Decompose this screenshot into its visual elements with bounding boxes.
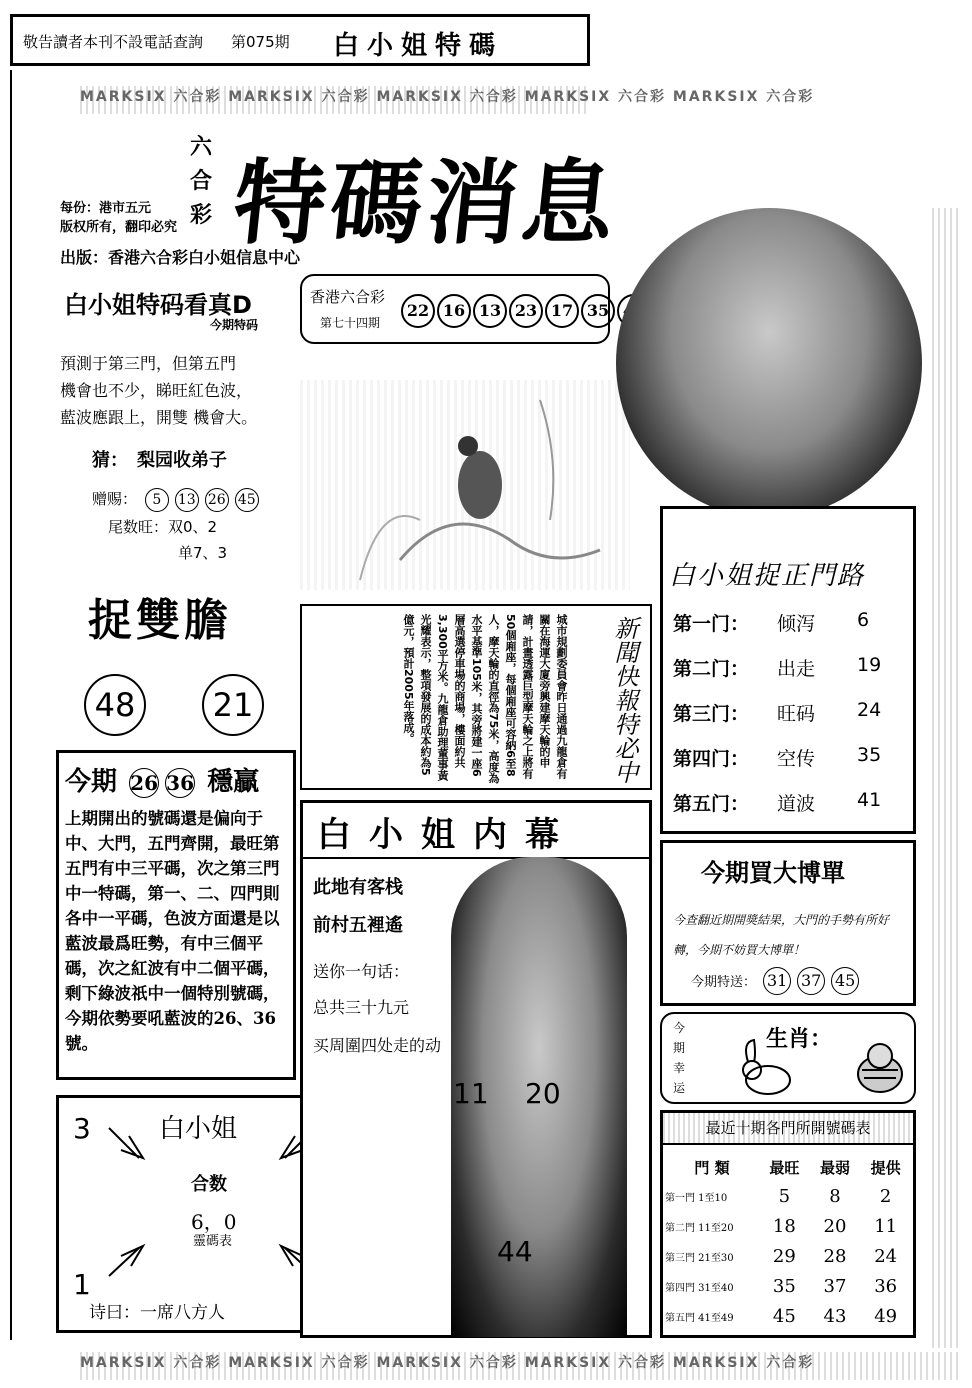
news-box bbox=[300, 604, 652, 790]
result-ball: 35 bbox=[581, 294, 615, 328]
catch-num-1: 48 bbox=[84, 674, 146, 736]
doors-list bbox=[673, 609, 909, 834]
gift-ball: 13 bbox=[175, 488, 199, 512]
inside-title: 白小姐内幕 bbox=[317, 815, 577, 855]
door-range: 第四門 31至40 bbox=[665, 1282, 734, 1294]
door-label: 第四门： bbox=[673, 748, 750, 770]
stats-table bbox=[665, 1153, 911, 1331]
inside-line: 前村五裡遙 bbox=[313, 915, 403, 936]
door-word: 道波 bbox=[777, 793, 816, 815]
steady-prefix: 今期 bbox=[65, 767, 118, 797]
sum-label: 合数 bbox=[191, 1174, 227, 1195]
table-row bbox=[665, 1301, 911, 1331]
masthead-title: 特碼消息 bbox=[228, 149, 624, 257]
door-num: 35 bbox=[857, 744, 882, 766]
doors-title: 白小姐捉正門路 bbox=[669, 561, 866, 591]
catch-num-2: 21 bbox=[202, 674, 264, 736]
cold-value: 8 bbox=[829, 1185, 841, 1207]
stats-box bbox=[660, 1110, 916, 1338]
door-range: 第五門 41至49 bbox=[665, 1312, 734, 1324]
door-row bbox=[673, 744, 909, 789]
table-row bbox=[665, 1241, 911, 1271]
bird-illustration bbox=[300, 380, 630, 590]
news-body: 城市規劃委員會昨日通過九龍倉有關在海運大廈旁興建摩天輪的申請，計畫透露巨型摩天輪之上將有50個廂座，每個廂座可容納6至8人，摩天輪的直徑為75米，高度為水平基準105米，其旁將建一座6層高選停車場的商場，樓面約共3,300平方米。九龍倉助理董事黃光耀表示，整項發展的成本約為5億元，預計2005年落成。 bbox=[402, 614, 568, 784]
stats-title: 最近十期各門所開號碼表 bbox=[663, 1113, 913, 1143]
stats-header: 門 類 bbox=[694, 1158, 730, 1177]
gift-ball: 26 bbox=[205, 488, 229, 512]
gift-ball: 45 bbox=[235, 488, 259, 512]
cold-value: 43 bbox=[823, 1305, 847, 1327]
result-ball: 16 bbox=[437, 294, 471, 328]
door-range: 第一門 1至10 bbox=[665, 1192, 728, 1204]
big-buy-ball: 37 bbox=[797, 967, 825, 995]
door-word: 倾泻 bbox=[777, 613, 816, 635]
gift-label: 赠赐： bbox=[92, 490, 138, 508]
prediction-title: 白小姐特码看真D bbox=[64, 291, 252, 319]
hot-value: 45 bbox=[772, 1305, 796, 1327]
pick-value: 2 bbox=[879, 1185, 892, 1207]
cold-value: 37 bbox=[823, 1275, 847, 1297]
hot-value: 35 bbox=[772, 1275, 796, 1297]
tail-line-1: 尾数旺：双0、2 bbox=[108, 518, 218, 536]
doors-box bbox=[660, 506, 916, 834]
hot-value: 18 bbox=[772, 1215, 796, 1237]
poem-text: 诗曰：一席八方人 bbox=[89, 1303, 225, 1323]
inside-line: 总共三十九元 bbox=[313, 998, 410, 1017]
door-range: 第二門 11至20 bbox=[665, 1222, 734, 1234]
hot-value: 29 bbox=[772, 1245, 796, 1267]
inside-num: 11 bbox=[453, 1077, 489, 1110]
publisher-text: 出版：香港六合彩白小姐信息中心 bbox=[60, 248, 301, 267]
hot-value: 5 bbox=[778, 1185, 791, 1207]
inside-rule bbox=[303, 857, 651, 859]
gift-row bbox=[92, 488, 262, 512]
big-buy-gifts bbox=[691, 967, 862, 995]
header-title: 白小姐特碼 bbox=[333, 31, 504, 61]
results-balls bbox=[400, 294, 652, 328]
inside-num: 20 bbox=[525, 1077, 561, 1110]
stats-header: 最弱 bbox=[819, 1158, 850, 1177]
result-ball: 23 bbox=[509, 294, 543, 328]
result-ball: 13 bbox=[473, 294, 507, 328]
header-notice: 敬告讀者本刊不設電話查詢 bbox=[23, 33, 204, 51]
result-ball: 22 bbox=[401, 294, 435, 328]
bird-icon bbox=[300, 380, 630, 590]
inside-line: 此地有客栈 bbox=[313, 877, 403, 898]
big-buy-gift-label: 今期特送： bbox=[691, 975, 757, 990]
table-row bbox=[665, 1211, 911, 1241]
compass-title: 白小姐 bbox=[159, 1114, 238, 1144]
door-num: 24 bbox=[857, 699, 882, 721]
rabbit-icon bbox=[732, 1036, 802, 1100]
door-word: 出走 bbox=[777, 658, 816, 680]
big-buy-title: 今期買大博單 bbox=[701, 859, 845, 887]
results-period: 第七十四期 bbox=[320, 316, 381, 330]
masthead-char-1: 六 bbox=[190, 134, 213, 160]
door-num: 19 bbox=[857, 654, 882, 676]
masthead-char-3: 彩 bbox=[190, 202, 213, 228]
catch-pair-title: 捉雙膽 bbox=[88, 595, 232, 646]
pick-value: 24 bbox=[874, 1245, 898, 1267]
stats-header: 提供 bbox=[870, 1158, 901, 1177]
gift-ball: 5 bbox=[145, 488, 169, 512]
rights-text: 版权所有，翻印必究 bbox=[60, 220, 178, 235]
steady-num: 26 bbox=[129, 768, 159, 798]
price-text: 每份：港市五元 bbox=[60, 201, 152, 216]
door-word: 旺码 bbox=[777, 703, 816, 725]
big-buy-ball: 31 bbox=[763, 967, 791, 995]
steady-suffix: 穩贏 bbox=[207, 767, 260, 797]
page-left-rule bbox=[10, 70, 12, 1340]
door-row bbox=[673, 609, 909, 654]
tiger-icon bbox=[850, 1034, 910, 1100]
door-label: 第二门： bbox=[673, 658, 750, 680]
masthead-char-2: 合 bbox=[190, 168, 213, 194]
door-row bbox=[673, 654, 909, 699]
top-band: MARKSIX 六合彩 MARKSIX 六合彩 MARKSIX 六合彩 MARKSIX 六合彩 MARKSIX 六合彩 bbox=[80, 86, 590, 114]
cold-value: 28 bbox=[823, 1245, 847, 1267]
sum-value: 6，0 bbox=[191, 1210, 237, 1234]
door-num: 41 bbox=[857, 789, 882, 811]
stats-header: 最旺 bbox=[769, 1158, 800, 1177]
masthead-vertical bbox=[190, 130, 212, 232]
lucky-char: 运 bbox=[672, 1081, 685, 1095]
table-row bbox=[665, 1271, 911, 1301]
zodiac-lucky bbox=[672, 1018, 686, 1098]
right-edge-strip bbox=[932, 208, 962, 1348]
door-word: 空传 bbox=[777, 748, 816, 770]
door-label: 第三门： bbox=[673, 703, 750, 725]
door-row bbox=[673, 789, 909, 834]
steady-head bbox=[65, 761, 287, 798]
prediction-line: 預測于第三門，但第五門 bbox=[60, 354, 237, 373]
result-ball: 17 bbox=[545, 294, 579, 328]
header-bar bbox=[10, 14, 590, 66]
pick-value: 11 bbox=[874, 1215, 898, 1237]
zodiac-label: 生肖： bbox=[766, 1026, 833, 1052]
door-num: 6 bbox=[857, 609, 870, 631]
prediction-line: 機會也不少，睇旺紅色波， bbox=[60, 381, 253, 400]
stats-rule bbox=[663, 1143, 915, 1145]
lucky-char: 幸 bbox=[672, 1061, 685, 1075]
corner-num: 3 bbox=[73, 1112, 91, 1145]
door-label: 第五门： bbox=[673, 793, 750, 815]
results-box bbox=[300, 274, 610, 344]
news-heading: 新聞快報特必中 bbox=[610, 616, 638, 784]
inside-box bbox=[300, 800, 652, 1338]
big-buy-text: 今查翻近期開獎結果，大門的手勢有所好轉，今期不妨買大博單！ bbox=[673, 913, 890, 957]
top-right-photo bbox=[616, 208, 922, 518]
corner-num: 1 bbox=[73, 1268, 91, 1301]
prediction-text bbox=[60, 350, 257, 431]
prediction-subtitle: 今期特码 bbox=[210, 318, 259, 332]
prediction-line: 藍波應跟上，開雙 機會大。 bbox=[60, 408, 258, 427]
door-row bbox=[673, 699, 909, 744]
inside-num: 44 bbox=[497, 1235, 533, 1268]
tail-line-2: 单7、3 bbox=[178, 544, 228, 562]
zodiac-box bbox=[660, 1012, 916, 1104]
lucky-char: 今 bbox=[672, 1021, 685, 1035]
inside-line: 送你一句话： bbox=[313, 962, 410, 981]
pick-value: 36 bbox=[874, 1275, 898, 1297]
lucky-char: 期 bbox=[672, 1041, 685, 1055]
pick-value: 49 bbox=[874, 1305, 898, 1327]
big-buy-ball: 45 bbox=[831, 967, 859, 995]
cold-value: 20 bbox=[823, 1215, 847, 1237]
steady-box bbox=[56, 750, 296, 1080]
sum-sub: 靈碼表 bbox=[193, 1234, 233, 1249]
results-label: 香港六合彩 bbox=[310, 288, 386, 306]
inside-line: 买周圍四处走的动 bbox=[313, 1036, 442, 1055]
guess-text: 猜： 梨园收弟子 bbox=[92, 450, 227, 471]
bottom-band: MARKSIX 六合彩 MARKSIX 六合彩 MARKSIX 六合彩 MARKSIX 六合彩 MARKSIX 六合彩 bbox=[80, 1352, 960, 1380]
steady-text: 上期開出的號碼還是偏向于中、大門，五門齊開，最旺第五門有中三平碼，次之第三門中一特碼，第一、二、四門則各中一平碼，色波方面還是以藍波最爲旺勢，有中三個平碼，次之紅波有中二個平碼，剩下綠波祇中一個特別號碼，今期依勢要吼藍波的26、36號。 bbox=[65, 809, 280, 1053]
table-row bbox=[665, 1181, 911, 1211]
door-label: 第一门： bbox=[673, 613, 750, 635]
stats-header-row bbox=[665, 1153, 911, 1181]
steady-num: 36 bbox=[165, 768, 195, 798]
door-range: 第三門 21至30 bbox=[665, 1252, 734, 1264]
header-issue: 第075期 bbox=[231, 33, 290, 51]
big-buy-box bbox=[660, 840, 916, 1006]
